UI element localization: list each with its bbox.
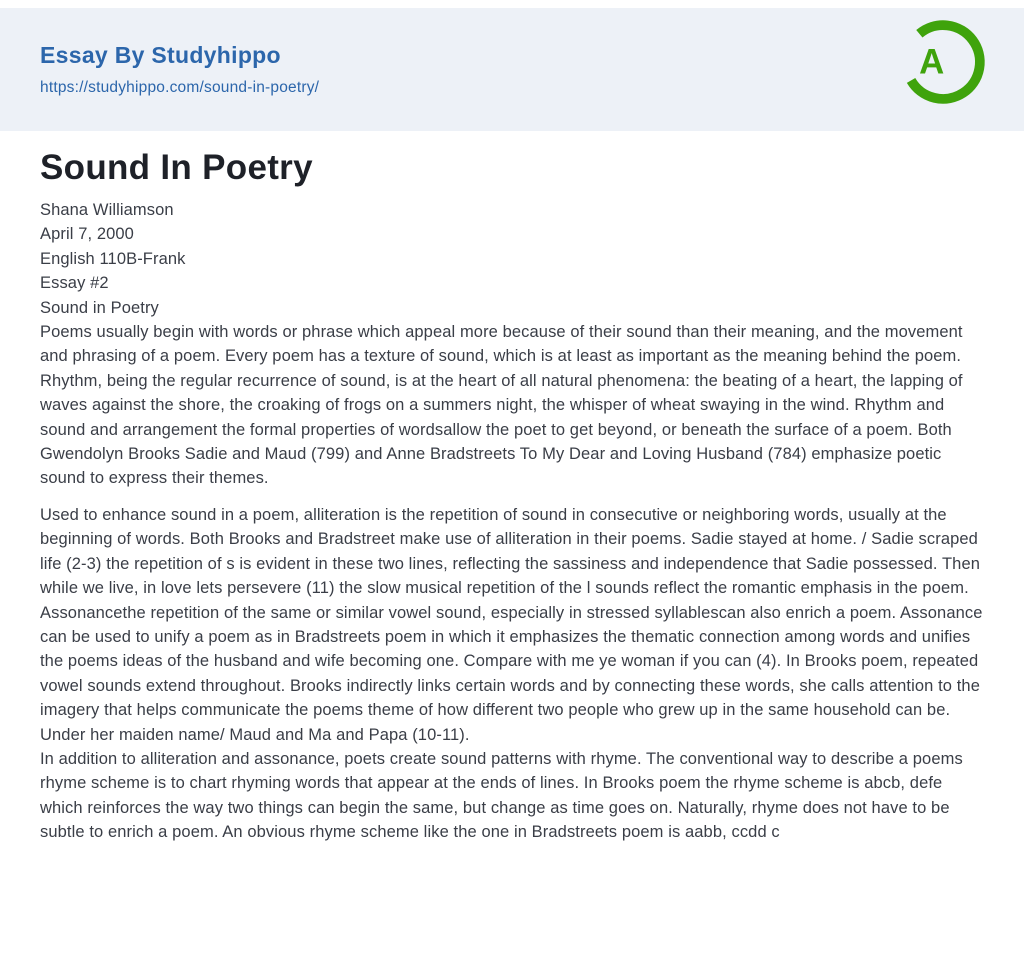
essay-paragraph-3: Assonancethe repetition of the same or similar vowel sound, especially in stressed syllablescan also enrich a poem. Assonance can be used to unify a poem as in Bradstreets poem in which it emphasizes the thematic connection among words and unifies the poems ideas of the husband and wife becoming one. Compare with me ye woman if you can (4). In Brooks poem, repeated vowel sounds extend throughout. Brooks indirectly links certain words and by connecting these words, she calls attention to the imagery that helps communicate the poems theme of how different two people who grew up in the same household can be. Under her maiden name/ Maud and Ma and Papa (10-11). [40,603,983,744]
logo-arc-icon [900,19,986,105]
essay-title: Sound In Poetry [40,148,313,187]
essay-page [0,8,1024,971]
author-name: Shana Williamson [40,201,174,219]
page-header [0,8,1024,131]
essay-number: Essay #2 [40,274,109,293]
site-title: Essay By Studyhippo [40,42,281,68]
essay-paragraph-2: Used to enhance sound in a poem, alliteration is the repetition of sound in consecutive or neighboring words, usually at the beginning of words. Both Brooks and Bradstreet make use of alliteration in their poems. Sadie stayed at home. / Sadie scraped life (2-3) the repetition of s is evident in these two lines, reflecting the sassiness and independence that Sadie possessed. Then while we live, in love lets persevere (11) the slow musical repetition of the l sounds reflect the romantic emphasis in the poem. [40,505,981,598]
essay-body [40,198,984,845]
studyhippo-logo-icon [900,19,986,105]
essay-article [0,150,1024,845]
essay-date: April 7, 2000 [40,225,134,244]
essay-paragraph-1: Poems usually begin with words or phrase which appeal more because of their sound than their meaning, and the movement and phrasing of a poem. Every poem has a texture of sound, which is at least as important as the meaning behind the poem. Rhythm, being the regular recurrence of sound, is at the heart of all natural phenomena: the beating of a heart, the lapping of waves against the shore, the croaking of frogs on a summers night, the whisper of wheat swaying in the wind. Rhythm and sound and arrangement the formal properties of wordsallow the poet to get beyond, or beneath the surface of a poem. Both Gwendolyn Brooks Sadie and Maud (799) and Anne Bradstreets To My Dear and Loving Husband (784) emphasize poetic sound to express their themes. [40,323,963,488]
logo-letter: A [919,42,945,82]
course-name: English 110B-Frank [40,249,186,268]
source-url-link[interactable]: https://studyhippo.com/sound-in-poetry/ [40,78,320,96]
essay-paragraph-4: In addition to alliteration and assonance, poets create sound patterns with rhyme. The conventional way to describe a poems rhyme scheme is to chart rhyming words that appear at the ends of lines. In Brooks poem the rhyme scheme is abcb, defe which reinforces the way two things can begin the same, but change as time goes on. Naturally, rhyme does not have to be subtle to enrich a poem. An obvious rhyme scheme like the one in Bradstreets poem is aabb, ccdd c [40,749,963,842]
essay-subject: Sound in Poetry [40,298,159,317]
